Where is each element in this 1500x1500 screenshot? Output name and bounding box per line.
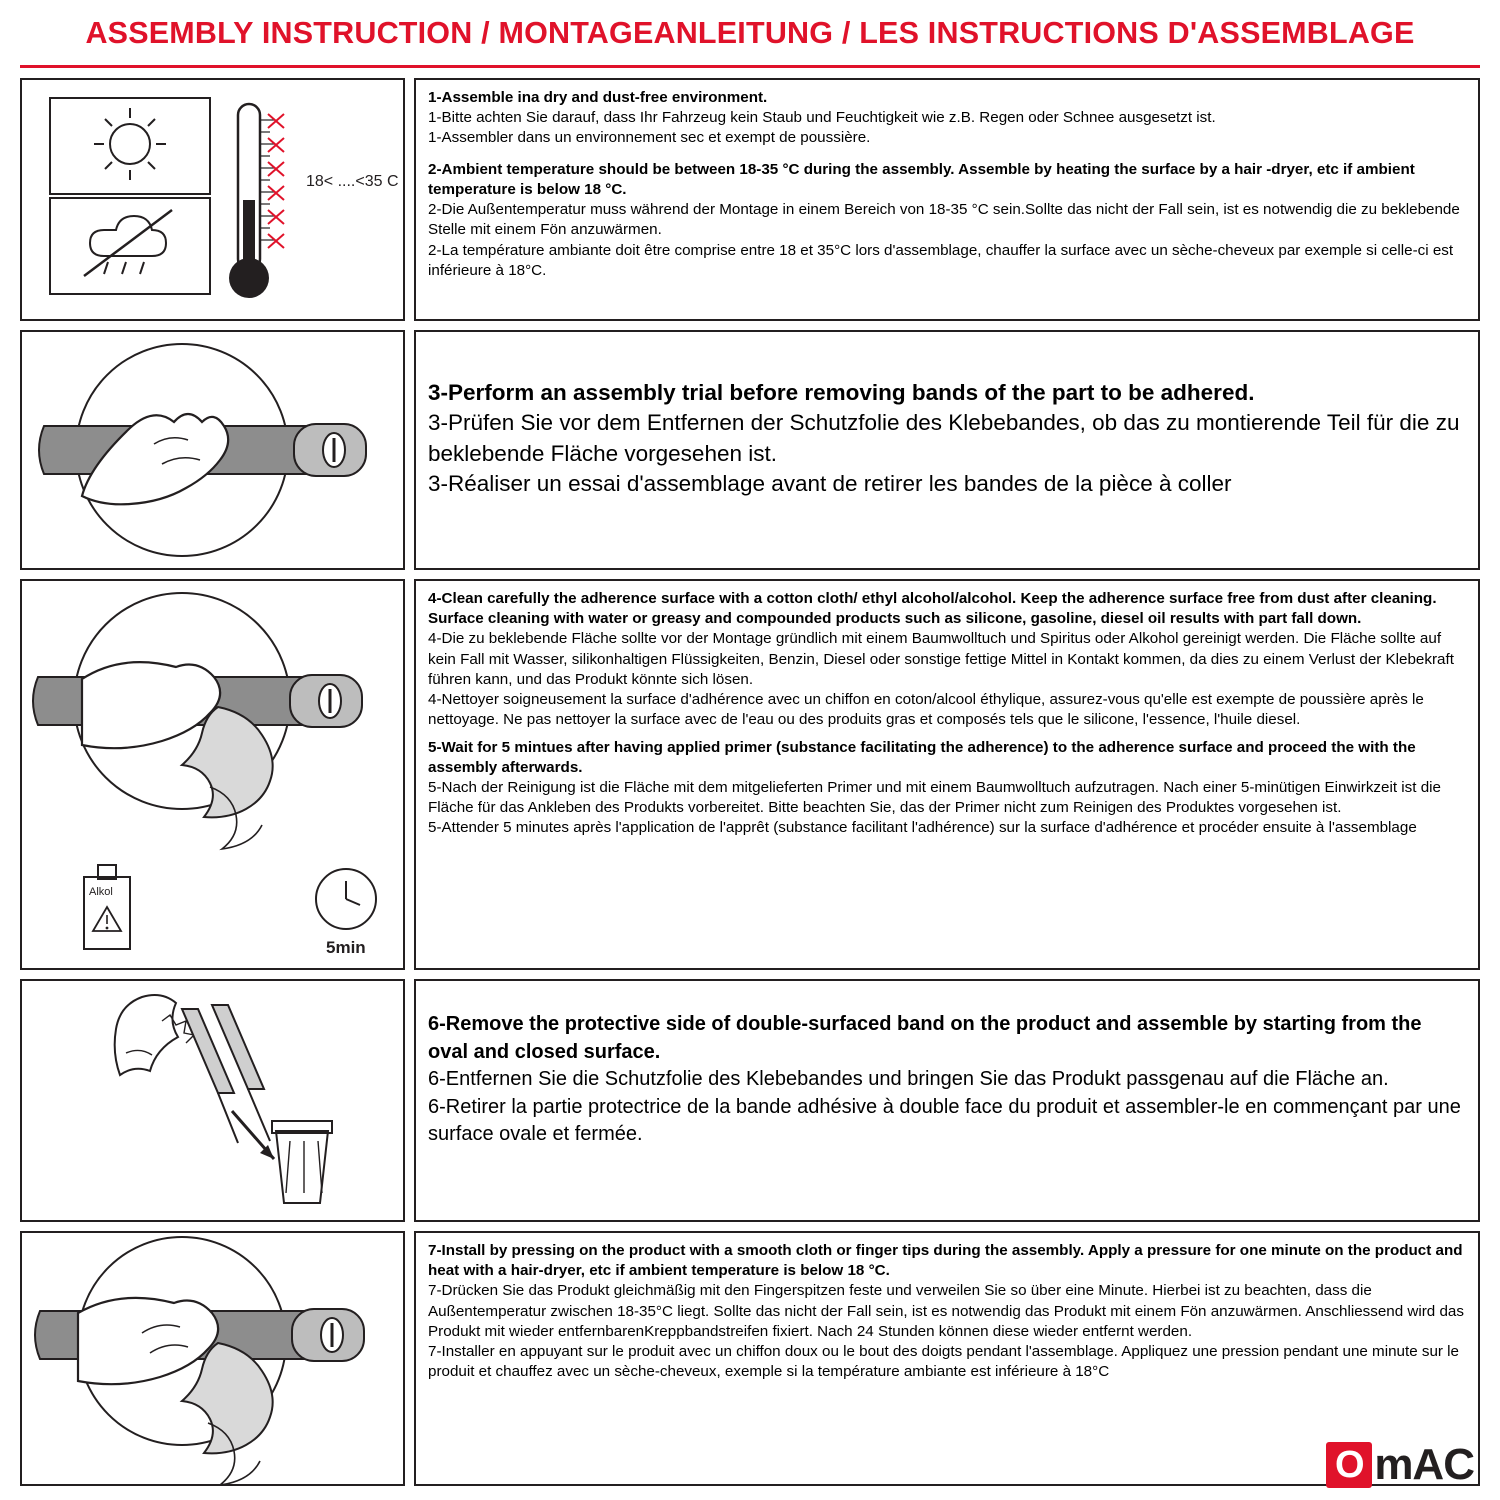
page-title: ASSEMBLY INSTRUCTION / MONTAGEANLEITUNG / LES INSTRUCTIONS D'ASSEMBLAGE (85, 16, 1415, 50)
step-6-fr: 6-Retirer la partie protectrice de la bande adhésive à double face du produit et assembler-le en commençant par une surface ovale et fermée. (428, 1095, 1461, 1146)
logo-text: mAC (1374, 1440, 1474, 1489)
step-7-text (414, 1231, 1480, 1486)
step-row-3 (20, 330, 1480, 570)
step-row-4 (20, 579, 1480, 970)
step-3-text (414, 330, 1480, 570)
alcohol-label: Alkol (89, 886, 113, 898)
step-row-7 (20, 1231, 1480, 1486)
step-4-en: 4-Clean carefully the adherence surface with a cotton cloth/ ethyl alcohol/alcohol. Keep the adherence surface free from dust after cleaning. Surface cleaning with water or greasy and compounded products such as silicone, gasoline, diesel oil results with part fall down. (428, 590, 1437, 628)
illustration-clean-surface (20, 579, 405, 970)
step-6-text (414, 979, 1480, 1222)
illustration-sun-rain-thermometer (20, 78, 405, 321)
cleaning-handle-with-cloth-icon (22, 581, 403, 968)
hand-on-door-handle-icon (22, 332, 403, 568)
step-4-fr: 4-Nettoyer soigneusement la surface d'adhérence avec un chiffon en coton/alcool éthylique, assurez-vous qu'elle est exempte de poussière après le nettoyage. Ne pas nettoyer la surface avec de l'eau ou des produits gras et composés tels que le silicone, l'essence, l'huile diesel. (428, 691, 1424, 729)
step-7-de: 7-Drücken Sie das Produkt gleichmäßig mit den Fingerspitzen feste und verweilen Sie so über eine Minute. Hierbei ist zu beachten, dass die Außentemperatur zwischen 18-35°C liegt. Sollte das nicht der Fall sein, ist es notwendig das Produkt mit einem Fön anzuwärmen. Anschliessend wird das Produkt mit wieder entfernbarenKreppbandstreifen fixiert. Nach 24 Stunden können diese wieder entfernt werden. (428, 1282, 1464, 1340)
step-5-en: 5-Wait for 5 mintues after having applied primer (substance facilitating the adherence) to the adherence surface and proceed the with the assembly afterwards. (428, 738, 1416, 776)
step-1-en: 1-Assemble ina dry and dust-free environment. (428, 89, 768, 106)
step-row-1 (20, 78, 1480, 321)
step-3-fr: 3-Réaliser un essai d'assemblage avant de retirer les bandes de la pièce à coller (428, 471, 1232, 497)
step-6-en: 6-Remove the protective side of double-surfaced band on the product and assemble by starting from the oval and closed surface. (428, 1013, 1422, 1063)
step-3-de: 3-Prüfen Sie vor dem Entfernen der Schutzfolie des Klebebandes, ob das zu montierende Teil für die zu beklebende Fläche vorgesehen ist. (428, 410, 1460, 466)
step-5-de: 5-Nach der Reinigung ist die Fläche mit dem mitgelieferten Primer und mit einem Baumwolltuch aufzutragen. Nach einer 5-minütigen Einwirkzeit ist die Fläche für das Ankleben des Produkts vorbereitet. Bitte beachten Sie, das der Primer nicht zum Reinigen des Produktes vorgesehen ist. (428, 778, 1441, 817)
step-3-en: 3-Perform an assembly trial before removing bands of the part to be adhered. (428, 380, 1255, 405)
title-divider (20, 65, 1480, 68)
step-1-fr: 1-Assembler dans un environnement sec et exempt de poussière. (428, 129, 871, 147)
peel-protective-film-trash-icon (22, 981, 403, 1220)
timer-label: 5min (326, 938, 366, 957)
omac-logo (1326, 1440, 1474, 1490)
step-7-fr: 7-Installer en appuyant sur le produit avec un chiffon doux ou le bout des doigts pendant l'assemblage. Appliquez une pression pendant une minute sur le produit et chauffez avec un sèche-cheveux, exemple si la température ambiante est inférieure à 18°C (428, 1343, 1459, 1381)
step-2-fr: 2-La température ambiante doit être comprise entre 18 et 35°C lors d'assemblage, chauffer la surface avec un sèche-cheveux par exemple si celle-ci est inférieure à 18°C. (428, 241, 1454, 279)
step-5-fr: 5-Attender 5 minutes après l'application de l'apprêt (substance facilitant l'adhérence) sur la surface d'adhérence et procéder ensuite à l'assemblage (428, 819, 1417, 837)
step-1-de: 1-Bitte achten Sie darauf, dass Ihr Fahrzeug kein Staub und Feuchtigkeit wie z.B. Regen oder Schnee ausgesetzt ist. (428, 109, 1216, 127)
logo-mark: O (1326, 1442, 1372, 1488)
illustration-assembly-trial (20, 330, 405, 570)
step-row-6 (20, 979, 1480, 1222)
step-4-5-text (414, 579, 1480, 970)
step-7-en: 7-Install by pressing on the product with a smooth cloth or finger tips during the assembly. Apply a pressure for one minute on the product and heat with a hair-dryer, etc if ambient temperature is below 18 °C. (428, 1242, 1463, 1280)
step-2-en: 2-Ambient temperature should be between 18-35 °C during the assembly. Assemble by heating the surface by a hair -dryer, etc if ambient temperature is below 18 °C. (428, 160, 1415, 198)
step-4-de: 4-Die zu beklebende Fläche sollte vor der Montage gründlich mit einem Baumwolltuch und Spiritus oder Alkohol gereinigt werden. Die Fläche sollte auf kein Fall mit Wasser, silikonhaltigen Flüssigkeiten, Benzin, Diesel oder sonstige fettige Mittel in Kontakt kommen, da dies zu einem Verlust der Klebekraft führen kann, und das Produkt könnte sich lösen. (428, 630, 1454, 688)
sun-rain-thermometer-icon (22, 80, 403, 319)
illustration-press-product (20, 1231, 405, 1486)
illustration-remove-film (20, 979, 405, 1222)
press-product-with-cloth-icon (22, 1233, 403, 1484)
step-1-2-text (414, 78, 1480, 321)
step-2-de: 2-Die Außentemperatur muss während der Montage in einem Bereich von 18-35 °C sein.Sollte das nicht der Fall sein, ist es notwendig die zu beklebende Stelle mit einem Fön anzuwärmen. (428, 201, 1460, 239)
temperature-range-label: 18< ....<35 C (306, 173, 399, 190)
step-6-de: 6-Entfernen Sie die Schutzfolie des Klebebandes und bringen Sie das Produkt passgenau auf die Fläche an. (428, 1068, 1389, 1091)
